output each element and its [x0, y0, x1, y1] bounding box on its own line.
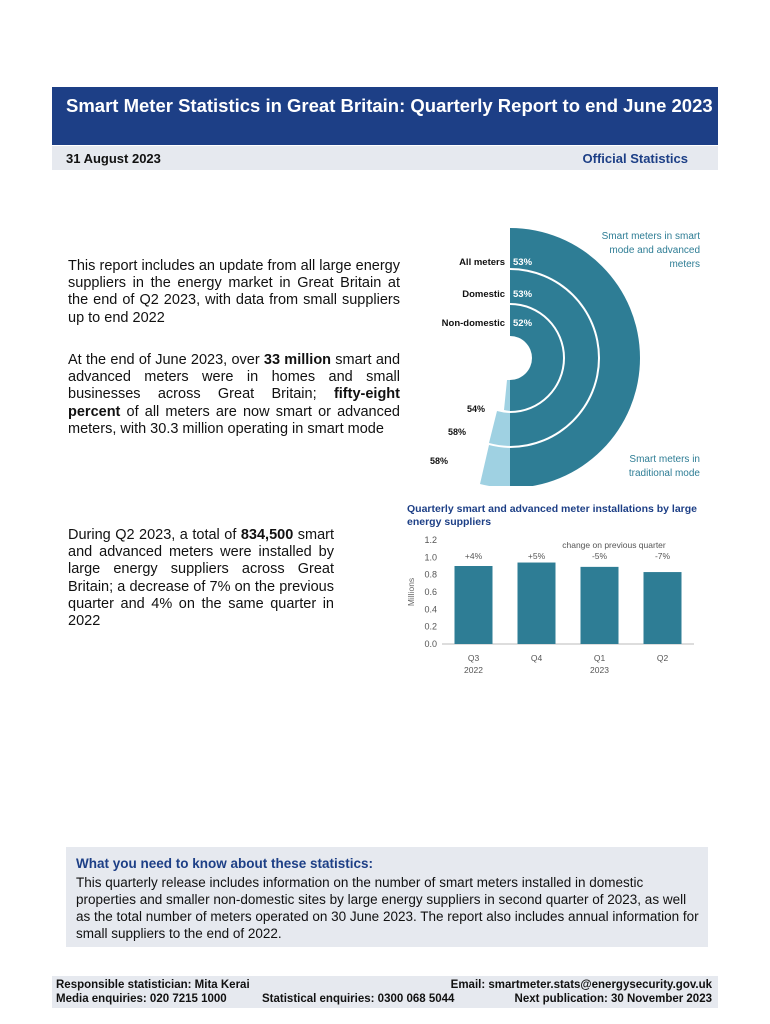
y-tick-label: 1.2	[424, 535, 437, 545]
footer-email: Email: smartmeter.stats@energysecurity.gov.uk	[450, 979, 712, 991]
ring-inner-traditional	[504, 380, 510, 411]
y-tick-label: 0.8	[424, 569, 437, 580]
ring-outer-traditional	[480, 445, 510, 486]
footer-statistician: Responsible statistician: Mita Kerai	[56, 979, 250, 991]
bar	[518, 563, 556, 644]
meters-percent: fifty-eight percent	[68, 386, 400, 420]
footer-statistical: Statistical enquiries: 0300 068 5044	[262, 993, 455, 1005]
installs-text-a: During Q2 2023, a total of	[68, 527, 241, 543]
meters-text-a: At the end of June 2023, over	[68, 352, 264, 368]
publication-date: 31 August 2023	[66, 151, 161, 166]
ring-middle-traditional	[489, 411, 510, 446]
x-tick-label: Q3	[467, 653, 480, 663]
smart-pct-nondomestic: 52%	[513, 318, 533, 329]
smart-pct-domestic: 53%	[513, 289, 533, 300]
x-tick-label: Q4	[530, 653, 543, 663]
row-label-all: All meters	[459, 257, 505, 268]
know-box	[66, 847, 708, 947]
footer-next-publication: Next publication: 30 November 2023	[514, 993, 712, 1005]
title-band	[52, 87, 718, 145]
x-tick-year: 2022	[464, 665, 483, 675]
legend-traditional-line1: Smart meters in	[629, 454, 700, 465]
meters-text-c: smart and advanced meters were in homes and small businesses across Great Britain;	[68, 352, 401, 403]
change-label: -7%	[654, 551, 671, 561]
total-pct-all: 58%	[429, 456, 448, 466]
x-tick-label: Q2	[656, 653, 669, 663]
installs-text-c: smart and advanced meters were installed by large energy suppliers across Great Britain; a decrease of 7% on the previous quarter and 4% on the same quarter in 2022	[68, 527, 335, 630]
y-tick-label: 0.6	[424, 587, 437, 597]
footer-media: Media enquiries: 020 7215 1000	[56, 993, 227, 1005]
bar-chart-title: Quarterly smart and advanced meter installations by large energy suppliers	[407, 503, 698, 528]
total-pct-domestic: 58%	[447, 427, 466, 437]
x-tick-year: 2023	[590, 665, 609, 675]
intro-paragraph	[68, 258, 400, 327]
know-box-body: This quarterly release includes information on the number of smart meters installed in domestic properties and smaller non-domestic sites by large energy suppliers in second quarter of 2023, as well as the total number of meters operated on 30 June 2023. The report also includes annual information for small suppliers to the end of 2022.	[76, 875, 699, 941]
y-tick-label: 0.4	[424, 604, 437, 615]
footer	[52, 976, 718, 1008]
intro-text: This report includes an update from all large energy suppliers in the energy market in Great Britain at the end of Q2 2023, with data from small suppliers up to end 2022	[68, 258, 400, 326]
bar	[455, 566, 493, 644]
row-label-nondomestic: Non-domestic	[441, 318, 505, 329]
change-label: +4%	[464, 551, 483, 561]
bar	[581, 567, 619, 644]
y-tick-label: 0.0	[424, 639, 437, 649]
legend-smart-line1: Smart meters in smart	[601, 231, 700, 242]
installations-paragraph	[68, 527, 334, 630]
official-statistics-label: Official Statistics	[582, 151, 688, 166]
meters-text-e: of all meters are now smart or advanced meters, with 30.3 million operating in smart mode	[68, 403, 400, 437]
know-box-heading: What you need to know about these statistics:	[76, 856, 374, 871]
change-title: change on previous quarter	[562, 540, 666, 550]
x-tick-label: Q1	[593, 653, 606, 663]
change-label: -5%	[591, 551, 608, 561]
report-title: Smart Meter Statistics in Great Britain: Quarterly Report to end June 2023	[66, 95, 713, 116]
y-axis-label: Millions	[406, 577, 416, 607]
legend-smart-line3: meters	[669, 259, 700, 270]
change-label: +5%	[527, 551, 546, 561]
smart-meter-ring-infographic	[410, 226, 710, 486]
meters-count: 33 million	[263, 352, 332, 368]
bar	[644, 572, 682, 644]
date-band	[52, 146, 718, 170]
row-label-domestic: Domestic	[462, 289, 505, 300]
meters-paragraph	[68, 352, 400, 438]
installs-count: 834,500	[240, 527, 294, 543]
y-tick-label: 1.0	[424, 552, 437, 563]
installations-bar-chart	[404, 532, 704, 682]
legend-traditional-line2: traditional mode	[628, 468, 700, 479]
y-tick-label: 0.2	[424, 621, 437, 632]
legend-smart-line2: mode and advanced	[609, 245, 700, 256]
smart-pct-all: 53%	[513, 257, 533, 268]
total-pct-nondomestic: 54%	[466, 404, 485, 414]
